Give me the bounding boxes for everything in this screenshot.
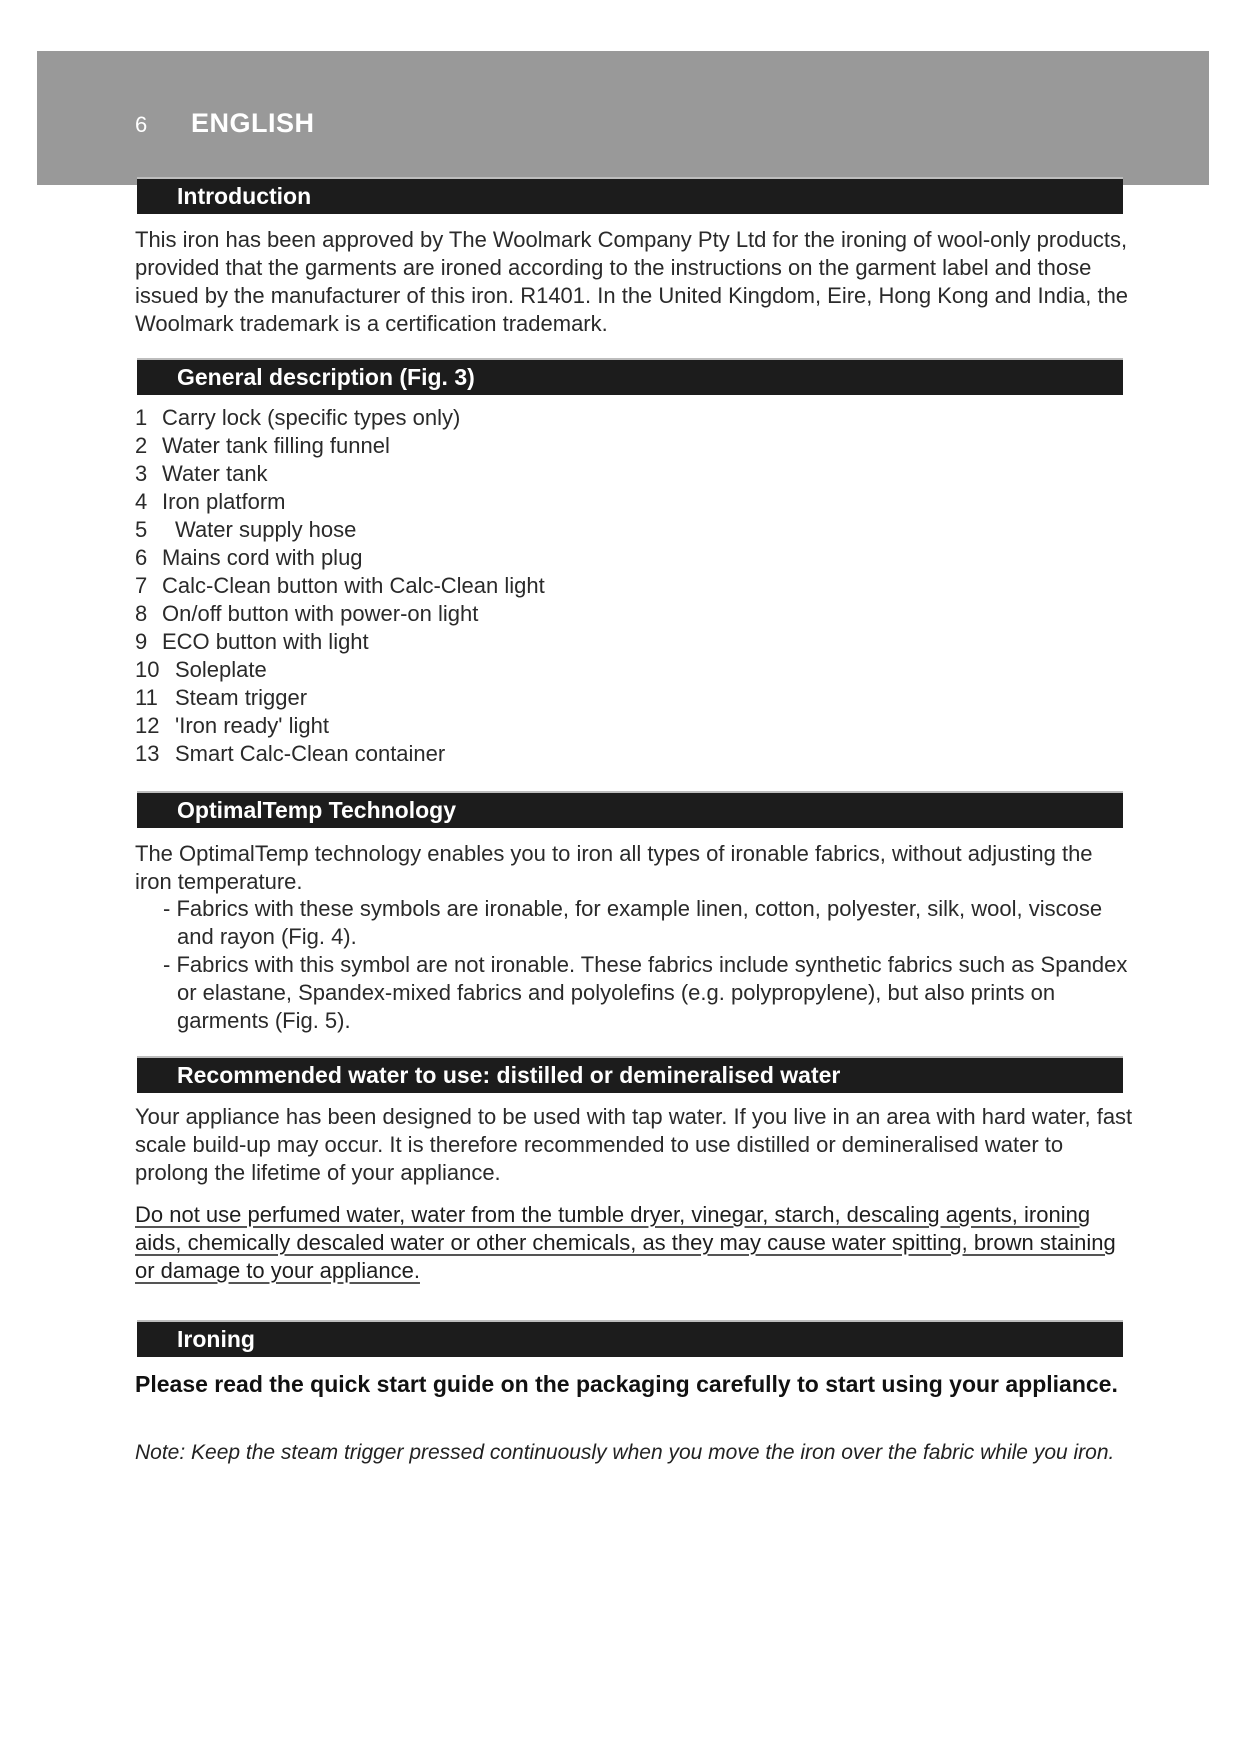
item-number: 6	[135, 545, 148, 570]
list-item	[135, 600, 545, 628]
item-label: Water tank	[162, 461, 268, 486]
list-item: - Fabrics with this symbol are not ironable. These fabrics include synthetic fabrics such as Spandex or elastane, Spandex-mixed fabrics and polyolefins (e.g. polypropylene), but also prints on garments (Fig. 5).	[148, 951, 1138, 1035]
list-item	[135, 544, 545, 572]
section-heading-general-description: General description (Fig. 3)	[137, 360, 1123, 395]
introduction-text: This iron has been approved by The Woolmark Company Pty Ltd for the ironing of wool-only products, provided that the garments are ironed according to the instructions on the garment label and those issued by the manufacturer of this iron. R1401. In the United Kingdom, Eire, Hong Kong and India, the Woolmark trademark is a certification trademark.	[135, 227, 1129, 336]
water-warning: Do not use perfumed water, water from the tumble dryer, vinegar, starch, descaling agents, ironing aids, chemically descaled water or other chemicals, as they may cause water spitting, brown staining or damage to your appliance.	[135, 1202, 1116, 1283]
item-number: 12	[135, 713, 160, 738]
item-label: Carry lock (specific types only)	[162, 405, 461, 430]
list-item	[135, 488, 545, 516]
item-number: 4	[135, 489, 148, 514]
item-number: 3	[135, 461, 148, 486]
item-number: 11	[135, 685, 158, 710]
item-number: 1	[135, 405, 148, 430]
item-label: Water tank filling funnel	[162, 433, 390, 458]
list-item	[135, 656, 545, 684]
ironing-instruction: Please read the quick start guide on the packaging carefully to start using your appliance.	[135, 1371, 1118, 1397]
list-item	[135, 684, 545, 712]
page-number: 6	[135, 112, 148, 137]
item-label: 'Iron ready' light	[175, 713, 329, 738]
item-number: 2	[135, 433, 148, 458]
item-label: ECO button with light	[162, 629, 369, 654]
section-heading-optimaltemp: OptimalTemp Technology	[137, 793, 1123, 828]
water-text: Your appliance has been designed to be used with tap water. If you live in an area with hard water, fast scale build-up may occur. It is therefore recommended to use distilled or demineralised water to prolong the lifetime of your appliance.	[135, 1104, 1133, 1185]
item-label: Mains cord with plug	[162, 545, 363, 570]
list-item	[135, 432, 545, 460]
item-label: Water supply hose	[175, 517, 357, 542]
item-number: 5	[135, 517, 148, 542]
item-number: 13	[135, 741, 160, 766]
item-number: 9	[135, 629, 148, 654]
list-item: - Fabrics with these symbols are ironable, for example linen, cotton, polyester, silk, wool, viscose and rayon (Fig. 4).	[148, 895, 1138, 951]
list-item	[135, 572, 545, 600]
optimaltemp-bullets	[148, 895, 1138, 1035]
item-label: Smart Calc-Clean container	[175, 741, 446, 766]
section-heading-introduction: Introduction	[137, 179, 1123, 214]
item-label: Calc-Clean button with Calc-Clean light	[162, 573, 545, 598]
list-item	[135, 516, 545, 544]
item-number: 7	[135, 573, 148, 598]
item-label: Steam trigger	[175, 685, 308, 710]
general-description-list	[135, 404, 545, 768]
item-label: Iron platform	[162, 489, 286, 514]
item-label: Soleplate	[175, 657, 267, 682]
optimaltemp-intro: The OptimalTemp technology enables you to iron all types of ironable fabrics, without adjusting the iron temperature.	[135, 841, 1093, 894]
item-label: On/off button with power-on light	[162, 601, 479, 626]
list-item	[135, 628, 545, 656]
list-item	[135, 460, 545, 488]
ironing-note: Note: Keep the steam trigger pressed continuously when you move the iron over the fabric while you iron.	[135, 1441, 1115, 1464]
list-item	[135, 712, 545, 740]
item-number: 10	[135, 657, 160, 682]
section-heading-ironing: Ironing	[137, 1322, 1123, 1357]
list-item	[135, 404, 545, 432]
list-item	[135, 740, 545, 768]
item-number: 8	[135, 601, 148, 626]
page-language-title: ENGLISH	[191, 108, 315, 138]
section-heading-water: Recommended water to use: distilled or demineralised water	[137, 1058, 1123, 1093]
